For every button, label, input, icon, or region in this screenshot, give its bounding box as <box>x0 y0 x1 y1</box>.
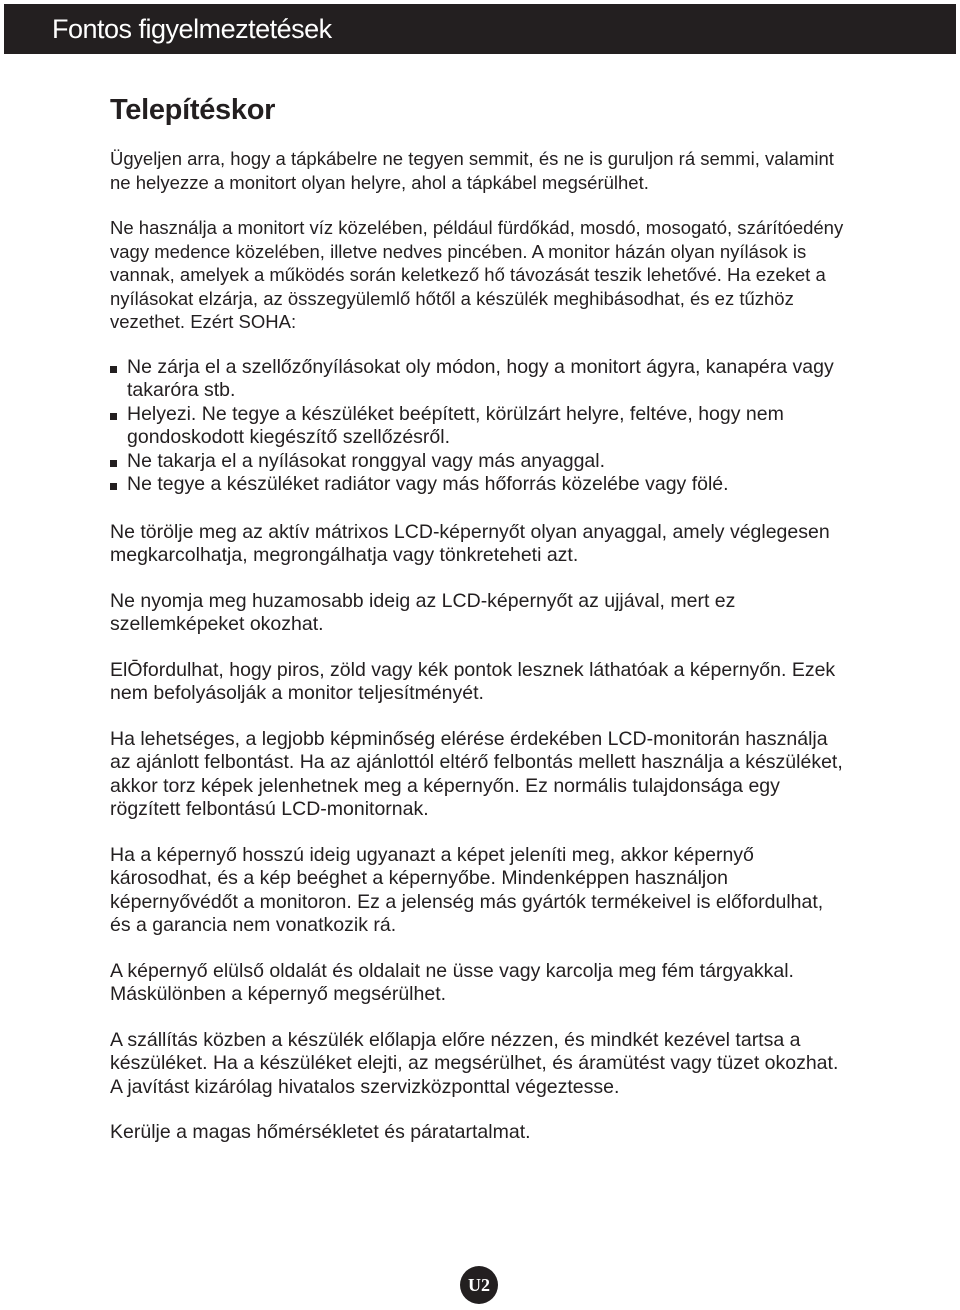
square-bullet-icon <box>110 413 117 420</box>
paragraph-finger-press: Ne nyomja meg huzamosabb ideig az LCD-képernyőt az ujjával, mert ez szellemképeket okozhat. <box>110 589 736 635</box>
list-item-text: Ne tegye a készüléket radiátor vagy más hőforrás közelébe vagy fölé. <box>127 473 729 495</box>
header-bar <box>4 4 956 54</box>
paragraph-screen-wipe: Ne törölje meg az aktív mátrixos LCD-képernyőt olyan anyaggal, amely véglegesen megkarcolhatja, megrongálhatja vagy tönkreteheti azt. <box>110 520 830 566</box>
list-item <box>110 450 845 474</box>
paragraph-pixel-dots: ElŌfordulhat, hogy piros, zöld vagy kék pontok lesznek láthatóak a képernyőn. Ezek nem befolyásolják a monitor teljesítményét. <box>110 658 836 704</box>
paragraph-temperature: Kerülje a magas hőmérsékletet és páratartalmat. <box>110 1121 531 1143</box>
square-bullet-icon <box>110 483 117 490</box>
list-item <box>110 403 845 450</box>
square-bullet-icon <box>110 366 117 373</box>
warning-list <box>110 356 845 497</box>
list-item <box>110 473 845 497</box>
content-body <box>110 147 845 1167</box>
paragraph-power-cable: Ügyeljen arra, hogy a tápkábelre ne tegyen semmit, és ne is guruljon rá semmi, valamint ne helyezze a monitort olyan helyre, ahol a tápkábel megsérülhet. <box>110 148 834 193</box>
list-item-text: Ne takarja el a nyílásokat ronggyal vagy más anyaggal. <box>127 449 606 472</box>
paragraph-water-ventilation: Ne használja a monitort víz közelében, például fürdőkád, mosdó, mosogató, szárítóedény vagy medence közelében, illetve nedves pincében. A monitor házán olyan nyílások is vannak, amelyek a működés során keletkező hő távozását teszik lehetővé. Ha ezeket a nyílásokat elzárja, az összegyülemlő hőtől a készülék meghibásodhat, és ez tűzhöz vezethet. Ezért SOHA: <box>110 217 844 332</box>
list-item-text: Helyezi. Ne tegye a készüléket beépített, körülzárt helyre, feltéve, hogy nem gondoskodott kiegészítő szellőzésről. <box>127 402 784 448</box>
paragraph-transport: A szállítás közben a készülék előlapja előre nézzen, és mindkét kezével tartsa a készüléket. Ha a készüléket elejti, az megsérülhet, és áramütést vagy tüzet okozhat. A javítást kizárólag hivatalos szervizközponttal végeztesse. <box>110 1028 839 1098</box>
list-item-text: Ne zárja el a szellőzőnyílásokat oly módon, hogy a monitort ágyra, kanapéra vagy takaróra stb. <box>127 355 834 401</box>
paragraph-resolution: Ha lehetséges, a legjobb képminőség elérése érdekében LCD-monitorán használja az ajánlott felbontást. Ha az ajánlottól eltérő felbontás mellett használja a készüléket, akkor torz képek jelenhetnek meg a képernyőn. Ez normális tulajdonsága egy rögzített felbontású LCD-monitornak. <box>110 727 843 820</box>
square-bullet-icon <box>110 460 117 467</box>
section-title: Telepítéskor <box>110 94 276 126</box>
page-header-title: Fontos figyelmeztetések <box>52 14 332 44</box>
paragraph-metal-objects: A képernyő elülső oldalát és oldalait ne üsse vagy karcolja meg fém tárgyakkal. Máskülönben a képernyő megsérülhet. <box>110 959 794 1005</box>
list-item <box>110 356 845 403</box>
paragraph-burn-in: Ha a képernyő hosszú ideig ugyanazt a képet jeleníti meg, akkor képernyő károsodhat, és a kép beéghet a képernyőbe. Mindenképpen használjon képernyővédőt a monitoron. Ez a jelenség más gyártók termékeivel is előfordulhat, és a garancia nem vonatkozik rá. <box>110 843 824 936</box>
page-number-badge: U2 <box>460 1266 498 1304</box>
